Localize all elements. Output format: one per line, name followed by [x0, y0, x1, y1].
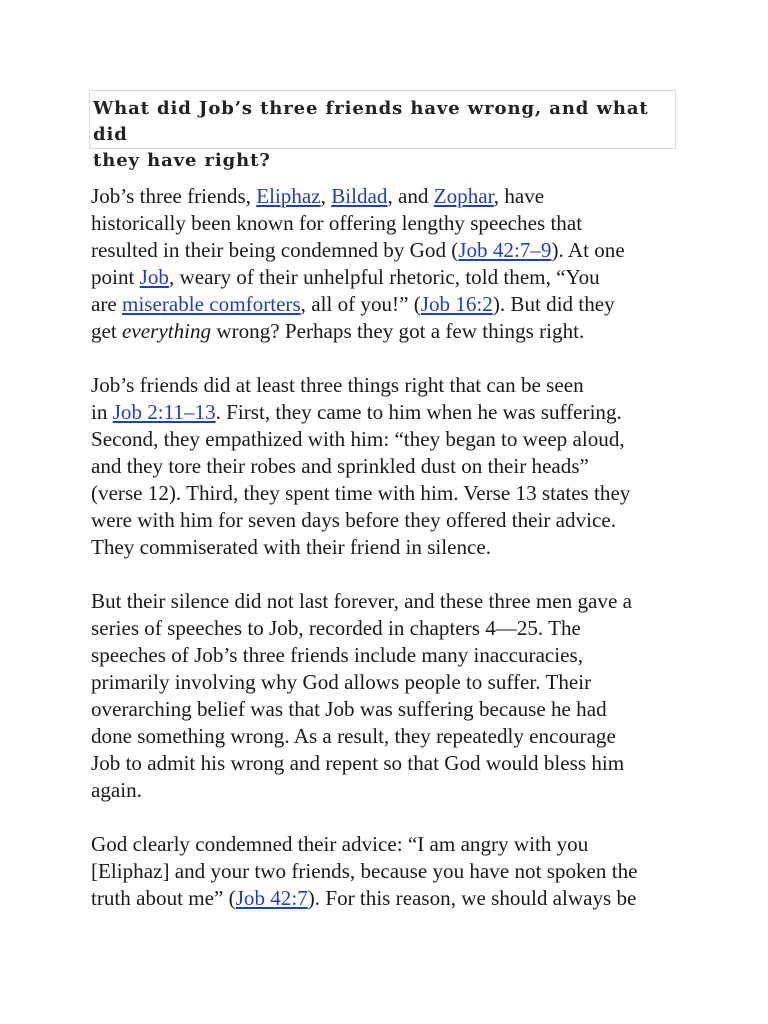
paragraph-2	[91, 372, 691, 561]
paragraph-3	[91, 588, 691, 804]
paragraph-line	[91, 291, 691, 318]
paragraph-line: and they tore their robes and sprinkled dust on their heads”	[91, 454, 589, 478]
link-job-2-11-13[interactable]: Job 2:11–13	[112, 400, 216, 424]
paragraph-line	[91, 183, 691, 210]
link-miserable-comforters[interactable]: miserable comforters	[122, 292, 301, 316]
text-span: get	[91, 319, 123, 343]
paragraph-line: again.	[91, 778, 142, 802]
link-job-16-2[interactable]: Job 16:2	[420, 292, 493, 316]
text-span: resulted in their being condemned by God (	[91, 238, 459, 262]
paragraph-line: series of speeches to Job, recorded in chapters 4—25. The	[91, 616, 581, 640]
link-job-42-7[interactable]: Job 42:7	[235, 886, 308, 910]
paragraph-line: (verse 12). Third, they spent time with him. Verse 13 states they	[91, 481, 631, 505]
paragraph-line	[91, 318, 691, 345]
paragraph-line: speeches of Job’s three friends include many inaccuracies,	[91, 643, 583, 667]
paragraph-line: But their silence did not last forever, and these three men gave a	[91, 589, 632, 613]
text-span: , and	[387, 184, 434, 208]
link-job[interactable]: Job	[139, 265, 169, 289]
paragraph-line: historically been known for offering lengthy speeches that	[91, 211, 583, 235]
text-span: wrong? Perhaps they got a few things right.	[211, 319, 585, 343]
paragraph-line: [Eliphaz] and your two friends, because you have not spoken the	[91, 859, 638, 883]
text-span: , have	[493, 184, 545, 208]
emphasis-everything: everything	[122, 319, 212, 343]
text-span: , all of you!” (	[300, 292, 421, 316]
paragraph-line	[91, 399, 691, 426]
paragraph-line	[91, 264, 691, 291]
paragraph-line: primarily involving why God allows people to suffer. Their	[91, 670, 592, 694]
paragraph-4	[91, 831, 691, 912]
link-eliphaz[interactable]: Eliphaz	[256, 184, 321, 208]
text-span: truth about me” (	[91, 886, 236, 910]
text-span: , weary of their unhelpful rhetoric, told them, “You	[168, 265, 600, 289]
paragraph-line: overarching belief was that Job was suffering because he had	[91, 697, 607, 721]
link-zophar[interactable]: Zophar	[433, 184, 494, 208]
text-span: ,	[320, 184, 332, 208]
title-line-2: they have right?	[93, 150, 271, 171]
paragraph-line: Job to admit his wrong and repent so that God would bless him	[91, 751, 625, 775]
text-span: ). But did they	[492, 292, 615, 316]
paragraph-line: done something wrong. As a result, they repeatedly encourage	[91, 724, 616, 748]
link-job-42-7-9[interactable]: Job 42:7–9	[458, 238, 552, 262]
paragraph-line	[91, 885, 691, 912]
paragraph-line: God clearly condemned their advice: “I am angry with you	[91, 832, 589, 856]
text-span: ). For this reason, we should always be	[307, 886, 637, 910]
text-span: in	[91, 400, 113, 424]
title-line-1: What did Job’s three friends have wrong, and what did	[93, 98, 649, 145]
question-title	[89, 90, 676, 171]
paragraph-line: Second, they empathized with him: “they began to weep aloud,	[91, 427, 625, 451]
paragraph-line	[91, 237, 691, 264]
text-span: ). At one	[551, 238, 625, 262]
paragraph-line: Job’s friends did at least three things right that can be seen	[91, 373, 584, 397]
text-span: Job’s three friends,	[91, 184, 257, 208]
paragraph-line: They commiserated with their friend in silence.	[91, 535, 492, 559]
text-span: . First, they came to him when he was suffering.	[215, 400, 622, 424]
paragraph-line: were with him for seven days before they offered their advice.	[91, 508, 616, 532]
text-span: point	[91, 265, 140, 289]
paragraph-1	[91, 183, 691, 345]
text-span: are	[91, 292, 123, 316]
link-bildad[interactable]: Bildad	[331, 184, 388, 208]
